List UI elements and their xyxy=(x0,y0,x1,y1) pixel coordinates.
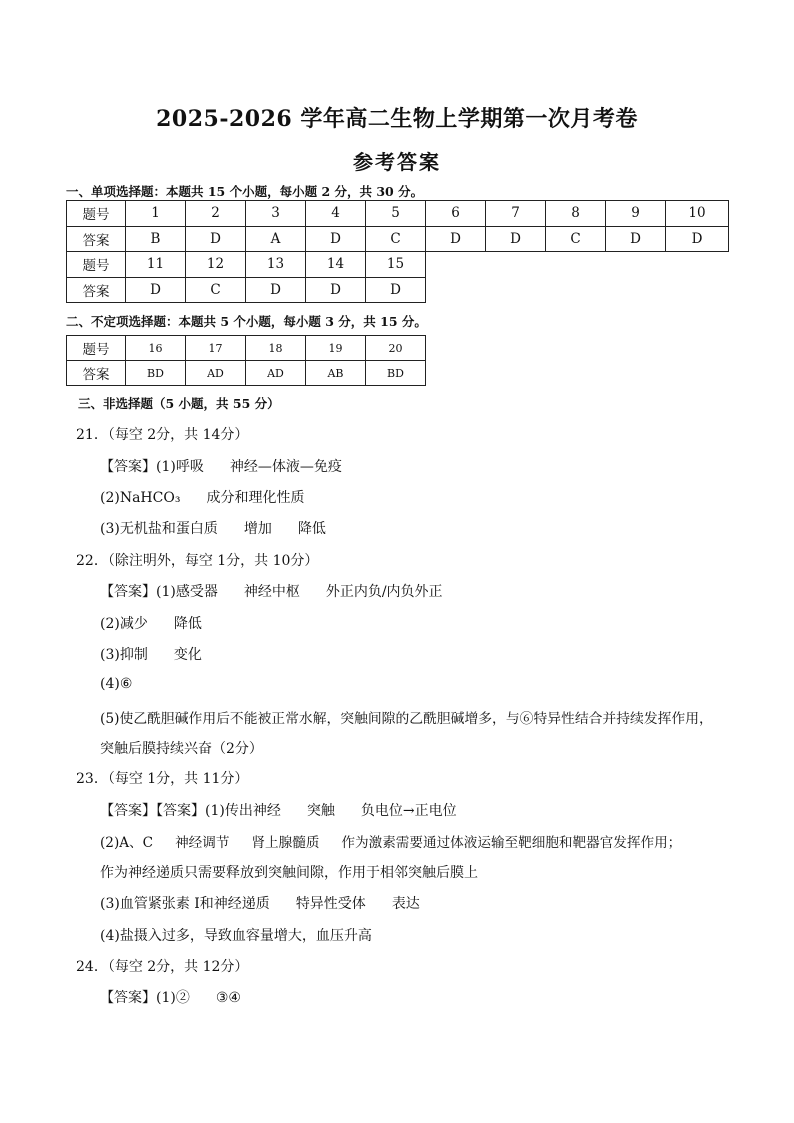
table-cell: D xyxy=(126,277,186,303)
table-cell: BD xyxy=(366,361,426,386)
answer-part: (4)盐摄入过多，导致血容量增大，血压升高 xyxy=(100,928,372,944)
answer-part: 【答案】(1)呼吸 xyxy=(100,459,204,475)
answer-part: 神经中枢 xyxy=(243,584,300,600)
answer-line xyxy=(100,831,681,851)
answer-part: 外正内负/内负外正 xyxy=(325,584,443,600)
table-cell: 13 xyxy=(246,252,306,278)
table-cell: 12 xyxy=(186,252,246,278)
table-row xyxy=(67,252,426,278)
answer-part: 增加 xyxy=(243,521,272,537)
answer-part: ③④ xyxy=(215,990,241,1006)
table-cell: B xyxy=(126,226,186,252)
section2-heading: 二、不定项选择题：本题共 5 个小题，每小题 3 分，共 15 分。 xyxy=(66,314,427,329)
answer-table-single-choice xyxy=(66,200,729,252)
table-cell: 16 xyxy=(126,336,186,361)
answer-part: 降低 xyxy=(173,616,202,632)
table-cell: A xyxy=(246,226,306,252)
table-cell: 4 xyxy=(306,201,366,227)
answer-line xyxy=(100,862,478,882)
table-cell: 14 xyxy=(306,252,366,278)
answer-part: (3)抑制 xyxy=(100,647,148,663)
table-cell: 2 xyxy=(186,201,246,227)
row-label: 答案 xyxy=(67,361,126,386)
answer-part: 负电位→正电位 xyxy=(360,803,457,819)
answer-part: (4)⑥ xyxy=(100,676,133,692)
table-cell: C xyxy=(546,226,606,252)
answer-part: 作为神经递质只需要释放到突触间隙，作用于相邻突触后膜上 xyxy=(100,865,478,881)
table-cell: D xyxy=(366,277,426,303)
answer-line xyxy=(100,925,372,945)
table-cell: AB xyxy=(306,361,366,386)
answer-line xyxy=(100,456,342,476)
table-row xyxy=(67,201,729,227)
table-cell: 1 xyxy=(126,201,186,227)
answer-line xyxy=(100,893,420,913)
table-cell: 3 xyxy=(246,201,306,227)
table-cell: D xyxy=(186,226,246,252)
answer-part: 【答案】(1)② xyxy=(100,990,190,1006)
answer-part: 成分和理化性质 xyxy=(206,490,305,506)
answer-table-single-choice-2 xyxy=(66,251,426,303)
answer-part: 神经调节 xyxy=(175,835,230,851)
row-label: 题号 xyxy=(67,252,126,278)
row-label: 题号 xyxy=(67,336,126,361)
answer-part: (3)血管紧张素 I和神经递质 xyxy=(100,896,270,912)
answer-line xyxy=(100,800,457,820)
table-cell: D xyxy=(306,277,366,303)
table-cell: 15 xyxy=(366,252,426,278)
question-24-header: 24．（每空 2分，共 12分） xyxy=(76,959,249,975)
answer-line xyxy=(100,707,713,727)
table-cell: 19 xyxy=(306,336,366,361)
answer-part: 突触后膜持续兴奋（2分） xyxy=(100,741,263,757)
table-row xyxy=(67,226,729,252)
answer-part: (2)NaHCO₃ xyxy=(100,490,181,506)
answer-part: 突触 xyxy=(306,803,335,819)
answer-part: 【答案】【答案】(1)传出神经 xyxy=(100,803,281,819)
table-cell: 20 xyxy=(366,336,426,361)
answer-part: 神经—体液—免疫 xyxy=(229,459,342,475)
answer-part: 降低 xyxy=(297,521,326,537)
answer-line xyxy=(100,676,132,692)
answer-line xyxy=(100,518,326,538)
table-cell: 9 xyxy=(606,201,666,227)
answer-part: (2)减少 xyxy=(100,616,148,632)
row-label: 答案 xyxy=(67,226,126,252)
answer-part: (3)无机盐和蛋白质 xyxy=(100,521,218,537)
table-row xyxy=(67,336,426,361)
question-21-header: 21．（每空 2分，共 14分） xyxy=(76,427,249,443)
table-cell: 17 xyxy=(186,336,246,361)
table-cell: AD xyxy=(186,361,246,386)
row-label: 答案 xyxy=(67,277,126,303)
answer-part: (5)使乙酰胆碱作用后不能被正常水解，突触间隙的乙酰胆碱增多，与⑥特异性结合并持续发挥作用， xyxy=(100,711,713,727)
table-cell: C xyxy=(366,226,426,252)
table-cell: D xyxy=(306,226,366,252)
answer-part: 作为激素需要通过体液运输至靶细胞和靶器官发挥作用； xyxy=(341,835,682,851)
table-cell: D xyxy=(666,226,729,252)
answer-line xyxy=(100,613,202,633)
row-label: 题号 xyxy=(67,201,126,227)
question-22-header: 22．（除注明外，每空 1分，共 10分） xyxy=(76,553,319,569)
table-cell: 18 xyxy=(246,336,306,361)
section3-heading: 三、非选择题（5 小题，共 55 分） xyxy=(78,396,280,411)
answer-part: 变化 xyxy=(173,647,202,663)
table-cell: 10 xyxy=(666,201,729,227)
answer-line xyxy=(100,738,263,758)
table-cell: AD xyxy=(246,361,306,386)
page-title: 2025-2026 学年高二生物上学期第一次月考卷 xyxy=(156,106,638,132)
table-cell: 6 xyxy=(426,201,486,227)
question-23-header: 23．（每空 1分，共 11分） xyxy=(76,771,249,787)
answer-line xyxy=(100,987,241,1007)
table-cell: D xyxy=(486,226,546,252)
answer-line xyxy=(100,644,202,664)
answer-line xyxy=(100,487,304,507)
table-cell: 8 xyxy=(546,201,606,227)
page-subtitle: 参考答案 xyxy=(353,150,441,174)
table-cell: D xyxy=(246,277,306,303)
section1-heading: 一、单项选择题：本题共 15 个小题，每小题 2 分，共 30 分。 xyxy=(66,184,424,199)
table-cell: 5 xyxy=(366,201,426,227)
answer-part: (2)A、C xyxy=(100,835,154,851)
table-cell: C xyxy=(186,277,246,303)
table-cell: BD xyxy=(126,361,186,386)
answer-table-multi-choice xyxy=(66,335,426,386)
table-cell: 7 xyxy=(486,201,546,227)
answer-part: 表达 xyxy=(391,896,420,912)
table-cell: D xyxy=(606,226,666,252)
answer-part: 肾上腺髓质 xyxy=(251,835,320,851)
answer-part: 特异性受体 xyxy=(295,896,366,912)
answer-part: 【答案】(1)感受器 xyxy=(100,584,218,600)
table-row xyxy=(67,277,426,303)
table-cell: D xyxy=(426,226,486,252)
table-row xyxy=(67,361,426,386)
table-cell: 11 xyxy=(126,252,186,278)
answer-line xyxy=(100,581,443,601)
